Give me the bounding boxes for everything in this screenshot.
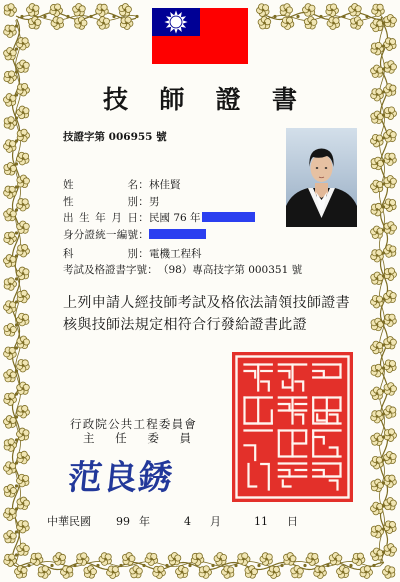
plum-blossom-ornament bbox=[17, 290, 29, 303]
plum-blossom-ornament bbox=[384, 107, 397, 120]
plum-blossom-ornament bbox=[370, 502, 382, 515]
plum-blossom-ornament bbox=[371, 272, 384, 284]
plum-blossom-ornament bbox=[370, 19, 382, 32]
blossom-bud bbox=[15, 300, 18, 303]
plum-blossom-ornament bbox=[4, 25, 17, 37]
certificate-title: 技師證書 bbox=[103, 85, 297, 114]
blossom-bud bbox=[15, 185, 18, 188]
plum-blossom-ornament bbox=[4, 255, 17, 268]
plum-blossom-ornament bbox=[17, 405, 30, 418]
plum-blossom-ornament bbox=[191, 553, 204, 565]
info-row-gender bbox=[63, 196, 160, 208]
plum-blossom-ornament bbox=[257, 4, 270, 17]
blossom-bud bbox=[15, 208, 18, 211]
plum-blossom-ornament bbox=[60, 566, 72, 579]
plum-blossom-ornament bbox=[384, 383, 396, 396]
blossom-bud bbox=[382, 205, 385, 208]
blossom-bud bbox=[382, 458, 385, 461]
official-seal bbox=[232, 352, 353, 502]
plum-blossom-ornament bbox=[384, 153, 397, 165]
info-row-exam-certificate bbox=[63, 264, 302, 276]
plum-blossom-ornament bbox=[370, 180, 382, 193]
plum-blossom-ornament bbox=[4, 324, 17, 337]
blossom-bud bbox=[15, 116, 18, 119]
plum-blossom-ornament bbox=[130, 565, 143, 577]
blossom-bud bbox=[382, 481, 385, 484]
plum-blossom-ornament bbox=[4, 47, 17, 59]
blossom-bud bbox=[66, 15, 69, 18]
blossom-bud bbox=[15, 438, 18, 441]
blossom-bud bbox=[112, 15, 115, 18]
plum-blossom-ornament bbox=[73, 3, 86, 15]
plum-blossom-ornament bbox=[384, 360, 397, 373]
plum-blossom-ornament bbox=[372, 4, 385, 16]
date-day: 11 bbox=[254, 515, 268, 528]
info-value: 電機工程科 bbox=[149, 248, 202, 260]
plum-blossom-ornament bbox=[120, 17, 133, 30]
blossom-bud bbox=[326, 564, 329, 567]
certificate-statement-line-1: 上列申請人經技師考試及格依法請領技師證書 bbox=[63, 295, 350, 311]
blossom-bud bbox=[303, 564, 306, 567]
plum-blossom-ornament bbox=[384, 222, 396, 235]
blossom-bud bbox=[15, 553, 18, 556]
info-label: 身分證統一編號 bbox=[63, 229, 138, 241]
plum-blossom-ornament bbox=[326, 4, 339, 17]
blossom-bud bbox=[20, 15, 23, 18]
blossom-bud bbox=[234, 564, 237, 567]
plum-blossom-ornament bbox=[17, 428, 30, 441]
blossom-bud bbox=[382, 366, 385, 369]
plum-blossom-ornament bbox=[371, 295, 384, 308]
blossom-bud bbox=[15, 346, 18, 349]
blossom-bud bbox=[382, 44, 385, 47]
plum-blossom-ornament bbox=[168, 552, 181, 564]
plum-blossom-ornament bbox=[382, 566, 394, 579]
roc-flag-icon bbox=[152, 8, 248, 64]
plum-blossom-ornament bbox=[327, 17, 340, 30]
plum-blossom-ornament bbox=[4, 393, 17, 406]
plum-blossom-ornament bbox=[221, 566, 233, 579]
plum-blossom-ornament bbox=[4, 117, 16, 130]
plum-blossom-ornament bbox=[384, 61, 396, 74]
plum-blossom-ornament bbox=[384, 544, 397, 557]
plum-blossom-ornament bbox=[337, 566, 350, 579]
plum-blossom-ornament bbox=[50, 4, 63, 17]
plum-blossom-ornament bbox=[283, 553, 296, 566]
plum-blossom-ornament bbox=[17, 83, 30, 96]
plum-blossom-ornament bbox=[107, 566, 120, 579]
blossom-bud bbox=[96, 564, 99, 567]
info-separator: ： bbox=[138, 196, 149, 208]
plum-blossom-ornament bbox=[27, 4, 40, 17]
blossom-bud bbox=[372, 564, 375, 567]
blossom-bud bbox=[73, 564, 76, 567]
plum-blossom-ornament bbox=[383, 84, 395, 97]
blossom-bud bbox=[280, 564, 283, 567]
blossom-bud bbox=[15, 139, 18, 142]
plum-blossom-ornament bbox=[360, 566, 373, 579]
plum-blossom-ornament bbox=[371, 364, 384, 377]
plum-blossom-ornament bbox=[17, 267, 30, 280]
plum-blossom-ornament bbox=[17, 175, 30, 188]
plum-blossom-ornament bbox=[97, 17, 109, 30]
plum-blossom-ornament bbox=[4, 485, 17, 498]
plum-blossom-ornament bbox=[53, 553, 66, 566]
plum-blossom-ornament bbox=[384, 452, 397, 465]
plum-blossom-ornament bbox=[329, 552, 342, 564]
plum-blossom-ornament bbox=[351, 17, 363, 30]
plum-blossom-ornament bbox=[17, 360, 30, 372]
plum-blossom-ornament bbox=[4, 71, 17, 84]
blossom-bud bbox=[165, 564, 168, 567]
plum-blossom-ornament bbox=[17, 38, 30, 50]
plum-blossom-ornament bbox=[352, 553, 365, 565]
blossom-bud bbox=[382, 21, 385, 24]
plum-blossom-ornament bbox=[371, 479, 384, 492]
plum-blossom-ornament bbox=[17, 451, 29, 464]
blossom-bud bbox=[15, 484, 18, 487]
plum-blossom-ornament bbox=[4, 94, 17, 107]
blossom-bud bbox=[382, 90, 385, 93]
plum-blossom-ornament bbox=[28, 17, 41, 30]
blossom-bud bbox=[382, 159, 385, 162]
blossom-bud bbox=[365, 15, 368, 18]
info-row-name bbox=[63, 179, 181, 191]
blossom-bud bbox=[15, 323, 18, 326]
plum-blossom-ornament bbox=[17, 497, 30, 510]
blossom-bud bbox=[382, 251, 385, 254]
plum-blossom-ornament bbox=[384, 337, 397, 349]
plum-blossom-ornament bbox=[371, 548, 384, 561]
blossom-bud bbox=[15, 369, 18, 372]
info-label: 出生年月日 bbox=[63, 212, 138, 224]
blossom-bud bbox=[15, 231, 18, 234]
redaction-bar bbox=[202, 212, 255, 222]
plum-blossom-ornament bbox=[4, 140, 17, 153]
plum-blossom-ornament bbox=[17, 221, 30, 233]
plum-blossom-ornament bbox=[145, 553, 158, 566]
plum-blossom-ornament bbox=[17, 520, 30, 533]
blossom-bud bbox=[382, 113, 385, 116]
info-label: 考試及格證書字號 bbox=[63, 264, 147, 276]
right-eye bbox=[325, 167, 328, 169]
plum-blossom-ornament bbox=[17, 382, 30, 394]
plum-blossom-ornament bbox=[384, 291, 397, 304]
blossom-bud bbox=[15, 530, 18, 533]
date-year-unit: 年 bbox=[139, 515, 150, 528]
blossom-bud bbox=[50, 564, 53, 567]
plum-blossom-ornament bbox=[383, 406, 395, 419]
date-year: 99 bbox=[116, 515, 130, 528]
plum-blossom-ornament bbox=[280, 4, 292, 17]
plum-blossom-ornament bbox=[384, 429, 397, 442]
plum-blossom-ornament bbox=[304, 17, 317, 30]
plum-blossom-ornament bbox=[51, 17, 64, 30]
plum-blossom-ornament bbox=[17, 336, 30, 349]
blossom-bud bbox=[15, 93, 18, 96]
plum-blossom-ornament bbox=[17, 199, 30, 211]
plum-blossom-ornament bbox=[268, 566, 281, 579]
plum-blossom-ornament bbox=[3, 462, 15, 475]
plum-blossom-ornament bbox=[17, 244, 30, 257]
plum-blossom-ornament bbox=[199, 566, 211, 579]
info-separator: ： bbox=[147, 264, 158, 276]
plum-blossom-ornament bbox=[4, 554, 17, 567]
info-label: 科別 bbox=[63, 248, 138, 260]
info-row-discipline bbox=[63, 248, 202, 260]
plum-blossom-ornament bbox=[17, 60, 30, 72]
plum-blossom-ornament bbox=[4, 278, 16, 291]
info-separator: ： bbox=[138, 179, 149, 191]
plum-blossom-ornament bbox=[370, 341, 382, 354]
blossom-bud bbox=[257, 564, 260, 567]
plum-blossom-ornament bbox=[153, 566, 166, 578]
info-row-id-number bbox=[63, 229, 149, 241]
plum-blossom-ornament bbox=[384, 475, 397, 487]
plum-blossom-ornament bbox=[384, 130, 397, 143]
plum-blossom-ornament bbox=[17, 129, 29, 142]
redaction-bar bbox=[149, 229, 206, 239]
blossom-bud bbox=[382, 435, 385, 438]
plum-blossom-ornament bbox=[384, 176, 397, 189]
plum-blossom-ornament bbox=[4, 416, 17, 429]
plum-blossom-ornament bbox=[96, 4, 109, 16]
plum-blossom-ornament bbox=[119, 4, 132, 17]
plum-blossom-ornament bbox=[371, 42, 384, 55]
plum-blossom-ornament bbox=[4, 369, 17, 381]
blossom-bud bbox=[15, 70, 18, 73]
plum-blossom-ornament bbox=[306, 553, 319, 566]
blossom-bud bbox=[15, 162, 18, 165]
blossom-bud bbox=[382, 389, 385, 392]
issuer-signature: 范良銹 bbox=[66, 458, 176, 498]
blossom-bud bbox=[382, 343, 385, 346]
date-day-unit: 日 bbox=[287, 515, 298, 528]
blossom-bud bbox=[135, 15, 138, 18]
plum-blossom-ornament bbox=[260, 553, 272, 566]
plum-blossom-ornament bbox=[176, 566, 189, 579]
blossom-bud bbox=[382, 504, 385, 507]
plum-blossom-ornament bbox=[384, 15, 397, 28]
blossom-bud bbox=[43, 15, 46, 18]
plum-blossom-ornament bbox=[371, 387, 384, 400]
blossom-bud bbox=[27, 564, 30, 567]
blossom-bud bbox=[15, 277, 18, 280]
blossom-bud bbox=[15, 392, 18, 395]
blossom-bud bbox=[15, 507, 18, 510]
plum-blossom-ornament bbox=[15, 566, 28, 579]
plum-blossom-ornament bbox=[84, 566, 97, 579]
info-value: （98）專高技字第 000351 號 bbox=[158, 264, 303, 276]
plum-blossom-ornament bbox=[4, 530, 17, 542]
plum-blossom-ornament bbox=[384, 199, 397, 212]
blossom-bud bbox=[382, 136, 385, 139]
blossom-bud bbox=[15, 415, 18, 418]
plum-blossom-ornament bbox=[384, 38, 397, 51]
plum-blossom-ornament bbox=[303, 4, 315, 17]
applicant-photo bbox=[286, 128, 357, 227]
plum-blossom-ornament bbox=[384, 314, 397, 326]
blossom-bud bbox=[319, 15, 322, 18]
plum-blossom-ornament bbox=[99, 553, 111, 566]
plum-blossom-ornament bbox=[371, 456, 384, 469]
flag-sun-disk bbox=[171, 17, 182, 28]
plum-blossom-ornament bbox=[17, 106, 30, 119]
blossom-bud bbox=[382, 527, 385, 530]
blossom-bud bbox=[15, 461, 18, 464]
blossom-bud bbox=[382, 228, 385, 231]
blossom-bud bbox=[296, 15, 299, 18]
plum-blossom-ornament bbox=[4, 232, 17, 245]
plum-blossom-ornament bbox=[17, 543, 30, 555]
blossom-bud bbox=[211, 564, 214, 567]
blossom-bud bbox=[382, 550, 385, 553]
issuer-position: 主任委員 bbox=[83, 431, 191, 445]
info-separator: ： bbox=[138, 248, 149, 260]
certificate-statement-line-2: 核與技師法規定相符合行發給證書此證 bbox=[63, 317, 307, 333]
blossom-bud bbox=[382, 274, 385, 277]
date-era: 中華民國 bbox=[47, 515, 91, 528]
plum-blossom-ornament bbox=[245, 566, 258, 579]
left-eye bbox=[316, 167, 319, 169]
blossom-bud bbox=[382, 297, 385, 300]
blossom-bud bbox=[349, 564, 352, 567]
plum-blossom-ornament bbox=[238, 553, 250, 566]
blossom-bud bbox=[382, 412, 385, 415]
certificate-number: 技證字第 006955 號 bbox=[63, 131, 167, 143]
blossom-bud bbox=[15, 47, 18, 50]
date-month-unit: 月 bbox=[210, 515, 221, 528]
blossom-bud bbox=[15, 24, 18, 27]
plum-blossom-ornament bbox=[371, 111, 384, 124]
info-separator: ： bbox=[138, 229, 149, 241]
info-label: 性別 bbox=[63, 196, 138, 208]
blossom-bud bbox=[382, 67, 385, 70]
plum-blossom-ornament bbox=[384, 268, 397, 281]
plum-blossom-ornament bbox=[371, 203, 384, 216]
plum-blossom-ornament bbox=[4, 301, 16, 314]
plum-blossom-ornament bbox=[4, 439, 16, 452]
plum-blossom-ornament bbox=[349, 4, 362, 16]
plum-blossom-ornament bbox=[122, 553, 135, 566]
blossom-bud bbox=[89, 15, 92, 18]
info-value: 男 bbox=[149, 196, 160, 208]
blossom-bud bbox=[119, 564, 122, 567]
plum-blossom-ornament bbox=[371, 226, 384, 239]
info-separator: ： bbox=[138, 212, 149, 224]
plum-blossom-ornament bbox=[4, 347, 17, 359]
blossom-bud bbox=[273, 15, 276, 18]
blossom-bud bbox=[382, 182, 385, 185]
plum-blossom-ornament bbox=[214, 553, 227, 566]
info-value: 林佳賢 bbox=[149, 179, 181, 191]
issuing-agency: 行政院公共工程委員會 bbox=[70, 417, 197, 431]
plum-blossom-ornament bbox=[371, 134, 384, 147]
blossom-bud bbox=[142, 564, 145, 567]
plum-blossom-ornament bbox=[314, 566, 327, 578]
info-row-birthdate bbox=[63, 212, 201, 224]
plum-blossom-ornament bbox=[4, 208, 17, 220]
plum-blossom-ornament bbox=[4, 4, 16, 17]
info-value: 民國 76 年 bbox=[149, 212, 201, 224]
info-label: 姓名 bbox=[63, 179, 138, 191]
blossom-bud bbox=[342, 15, 345, 18]
date-month: 4 bbox=[184, 515, 191, 528]
blossom-bud bbox=[188, 564, 191, 567]
blossom-bud bbox=[15, 254, 18, 257]
plum-blossom-ornament bbox=[371, 89, 384, 101]
plum-blossom-ornament bbox=[4, 508, 17, 521]
plum-blossom-ornament bbox=[281, 17, 294, 29]
blossom-bud bbox=[382, 320, 385, 323]
